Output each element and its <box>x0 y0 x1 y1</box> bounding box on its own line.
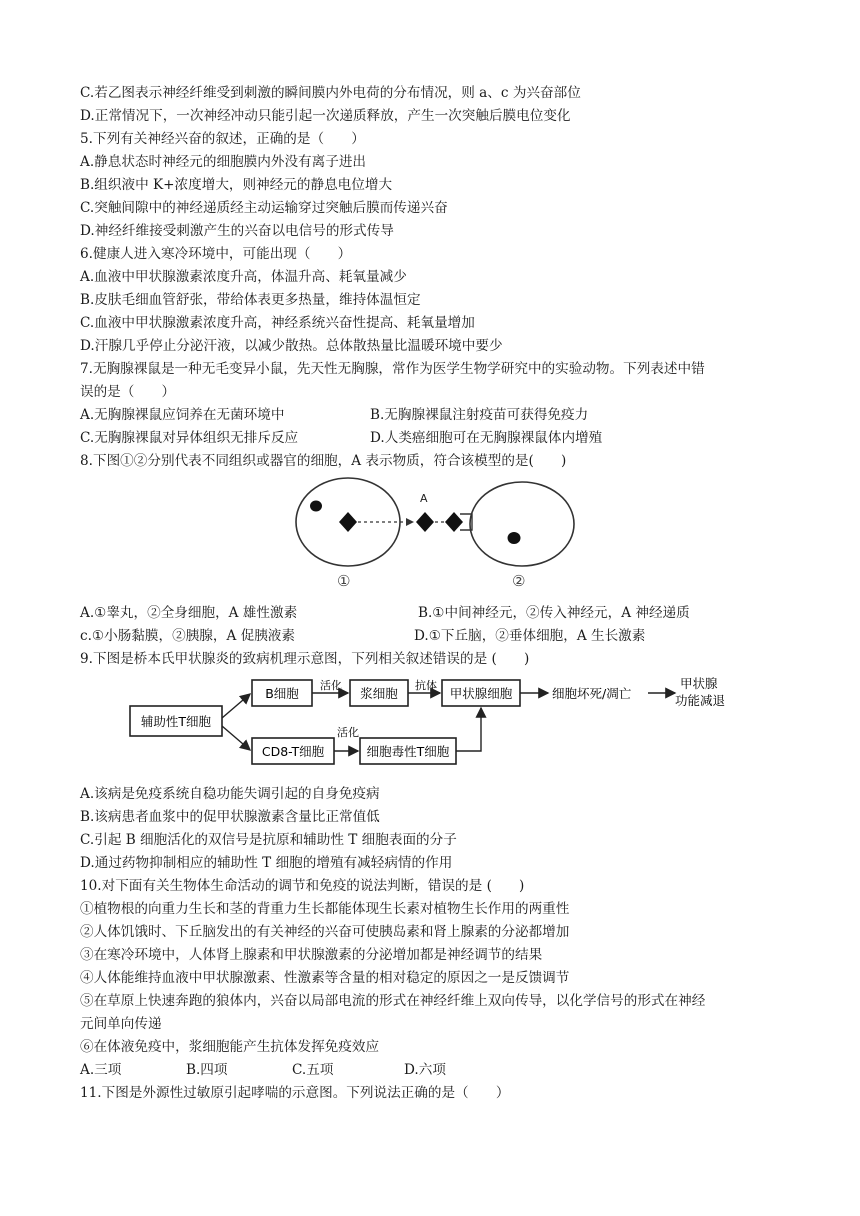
label-thyroid-cell: 甲状腺细胞 <box>449 686 513 701</box>
q10-option-b: B.四项 <box>186 1062 228 1078</box>
cell-2-outline <box>470 482 574 566</box>
q7-option-a: A.无胸腺裸鼠应饲养在无菌环境中 <box>80 407 285 423</box>
q9-option-d: D.通过药物抑制相应的辅助性 T 细胞的增殖有减轻病情的作用 <box>80 855 453 871</box>
cell-1-nucleus <box>310 501 322 512</box>
q5-option-a: A.静息状态时神经元的细胞膜内外没有离子进出 <box>80 154 367 170</box>
label-function-decline: 功能减退 <box>675 693 726 708</box>
label-a: A <box>420 492 428 505</box>
q9-option-b: B.该病患者血浆中的促甲状腺激素含量比正常值低 <box>80 809 380 825</box>
q10-statement-4: ④人体能维持血液中甲状腺激素、性激素等含量的相对稳定的原因之一是反馈调节 <box>80 970 570 986</box>
q9-pathogenesis-diagram <box>120 672 740 782</box>
q5-stem: 5.下列有关神经兴奋的叙述，正确的是（ ） <box>80 131 365 147</box>
q9-option-c: C.引起 B 细胞活化的双信号是抗原和辅助性 T 细胞表面的分子 <box>80 832 457 848</box>
q4-option-c: C.若乙图表示神经纤维受到刺激的瞬间膜内外电荷的分布情况，则 a、c 为兴奋部位 <box>80 85 581 101</box>
q10-statement-1: ①植物根的向重力生长和茎的背重力生长都能体现生长素对植物生长作用的两重性 <box>80 901 570 917</box>
q10-option-a: A.三项 <box>80 1062 122 1078</box>
q10-stem: 10.对下面有关生物体生命活动的调节和免疫的说法判断，错误的是 ( ) <box>80 878 525 894</box>
q5-option-d: D.神经纤维接受刺激产生的兴奋以电信号的形式传导 <box>80 223 394 239</box>
q10-option-c: C.五项 <box>292 1062 334 1078</box>
q6-option-b: B.皮肤毛细血管舒张，带给体表更多热量，维持体温恒定 <box>80 292 421 308</box>
q10-statement-5-line1: ⑤在草原上快速奔跑的狼体内，兴奋以局部电流的形式在神经纤维上双向传导，以化学信号的形式在神经 <box>80 993 706 1009</box>
q7-option-b: B.无胸腺裸鼠注射疫苗可获得免疫力 <box>370 407 589 423</box>
q9-stem: 9.下图是桥本氏甲状腺炎的致病机理示意图，下列相关叙述错误的是 ( ) <box>80 651 530 667</box>
label-plasma-cell: 浆细胞 <box>360 686 398 701</box>
label-helper-t: 辅助性T细胞 <box>140 714 212 729</box>
q8-stem: 8.下图①②分别代表不同组织或器官的细胞，A 表示物质，符合该模型的是( ) <box>80 453 567 469</box>
label-cell-2: ② <box>512 572 526 590</box>
q6-option-c: C.血液中甲状腺激素浓度升高，神经系统兴奋性提高、耗氧量增加 <box>80 315 475 331</box>
q5-option-b: B.组织液中 K+浓度增大，则神经元的静息电位增大 <box>80 177 393 193</box>
label-antibody: 抗体 <box>415 679 437 692</box>
label-activate-2: 活化 <box>337 726 359 739</box>
q10-statement-3: ③在寒冷环境中，人体肾上腺素和甲状腺激素的分泌增加都是神经调节的结果 <box>80 947 543 963</box>
q4-option-d: D.正常情况下，一次神经冲动只能引起一次递质释放，产生一次突触后膜电位变化 <box>80 108 571 124</box>
q10-option-d: D.六项 <box>404 1062 446 1078</box>
q10-statement-2: ②人体饥饿时、下丘脑发出的有关神经的兴奋可使胰岛素和肾上腺素的分泌都增加 <box>80 924 570 940</box>
label-cytotoxic-t-cell: 细胞毒性T细胞 <box>366 744 450 759</box>
q7-option-c: C.无胸腺裸鼠对异体组织无排斥反应 <box>80 430 299 446</box>
label-cell-death: 细胞坏死/凋亡 <box>552 686 632 701</box>
q8-option-d: D.①下丘脑，②垂体细胞，A 生长激素 <box>414 628 646 644</box>
label-activate-1: 活化 <box>320 679 342 692</box>
label-thyroid-outcome: 甲状腺 <box>680 676 718 691</box>
molecule-a <box>416 512 434 532</box>
cell-1-secreted-molecule <box>339 512 357 532</box>
q8-cell-diagram <box>290 476 580 596</box>
q8-option-c: c.①小肠黏膜，②胰腺，A 促胰液素 <box>80 628 295 644</box>
q7-option-d: D.人类癌细胞可在无胸腺裸鼠体内增殖 <box>370 430 603 446</box>
q11-stem: 11.下图是外源性过敏原引起哮喘的示意图。下列说法正确的是（ ） <box>80 1085 510 1101</box>
q8-option-b: B.①中间神经元，②传入神经元，A 神经递质 <box>418 605 690 621</box>
q10-statement-6: ⑥在体液免疫中，浆细胞能产生抗体发挥免疫效应 <box>80 1039 380 1055</box>
q6-stem: 6.健康人进入寒冷环境中，可能出现（ ） <box>80 246 352 262</box>
cell-2-nucleus <box>508 532 521 544</box>
q6-option-d: D.汗腺几乎停止分泌汗液，以减少散热。总体散热量比温暖环境中要少 <box>80 338 503 354</box>
q10-statement-5-line2: 元间单向传递 <box>80 1016 162 1032</box>
arrowhead <box>406 518 414 526</box>
q5-option-c: C.突触间隙中的神经递质经主动运输穿过突触后膜而传递兴奋 <box>80 200 448 216</box>
q6-option-a: A.血液中甲状腺激素浓度升高，体温升高、耗氧量减少 <box>80 269 407 285</box>
label-cd8-t-cell: CD8-T细胞 <box>261 744 325 759</box>
bound-molecule <box>445 512 463 532</box>
q8-option-a: A.①睾丸，②全身细胞，A 雄性激素 <box>80 605 298 621</box>
q7-stem-line1: 7.无胸腺裸鼠是一种无毛变异小鼠，先天性无胸腺，常作为医学生物学研究中的实验动物。下列表述中错 <box>80 361 705 377</box>
q9-option-a: A.该病是免疫系统自稳功能失调引起的自身免疫病 <box>80 786 380 802</box>
label-b-cell: B细胞 <box>265 686 299 701</box>
q7-stem-line2: 误的是（ ） <box>80 384 176 400</box>
label-cell-1: ① <box>337 572 351 590</box>
